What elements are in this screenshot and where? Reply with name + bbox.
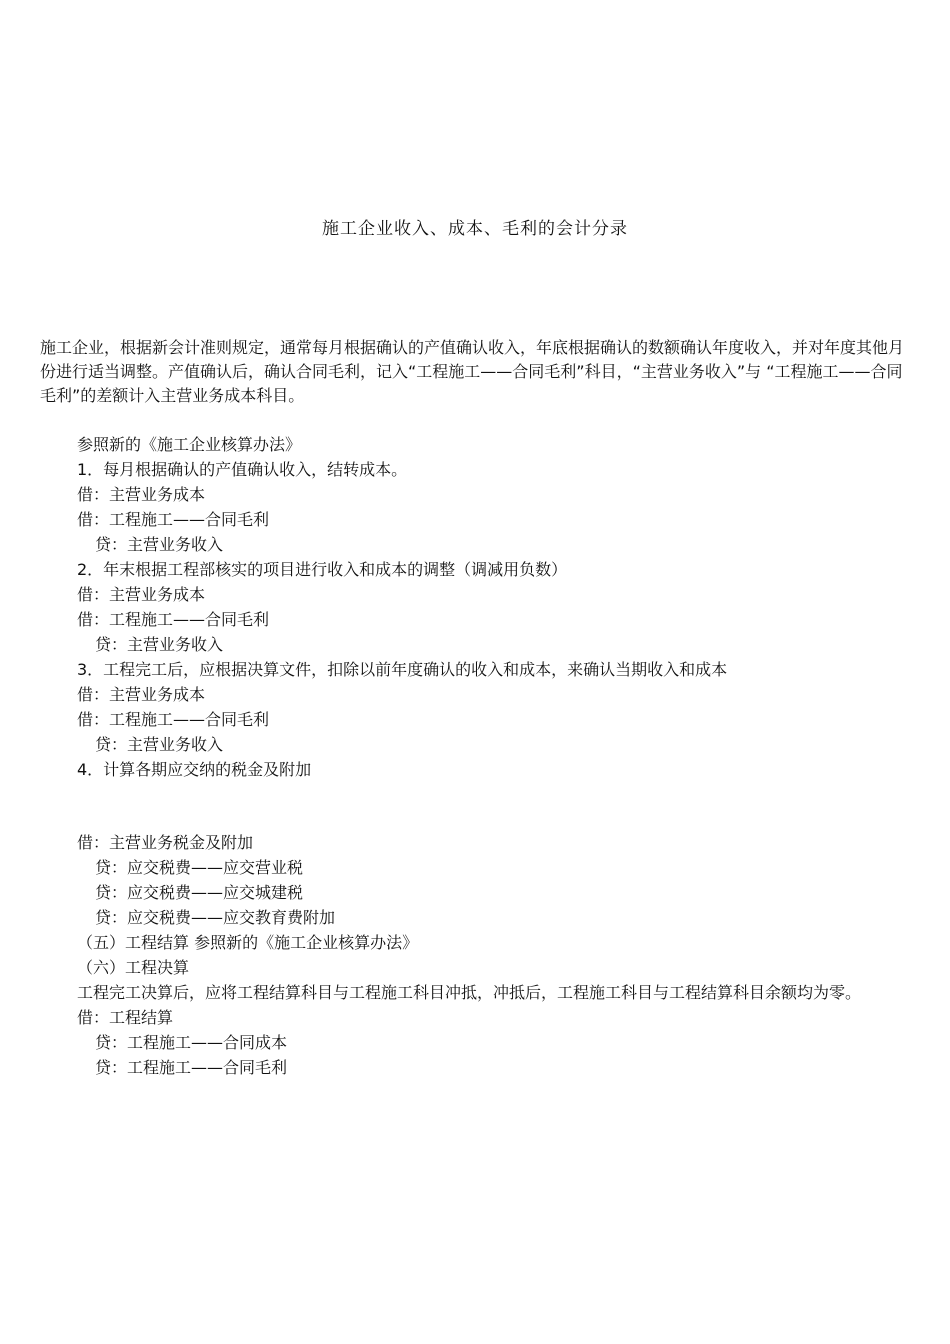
credit-line: 贷：主营业务收入 <box>95 635 224 654</box>
credit-line: 贷：主营业务收入 <box>95 535 224 554</box>
section-4-heading: 4．计算各期应交纳的税金及附加 <box>77 760 312 779</box>
debit-line: 借：工程施工——合同毛利 <box>77 510 270 529</box>
debit-line: 借：主营业务成本 <box>77 585 206 604</box>
reference-line: 参照新的《施工企业核算办法》 <box>77 435 302 454</box>
section-3-heading: 3．工程完工后，应根据决算文件，扣除以前年度确认的收入和成本，来确认当期收入和成本 <box>77 660 728 679</box>
credit-line: 贷：主营业务收入 <box>95 735 224 754</box>
section-6-paragraph: 工程完工决算后，应将工程结算科目与工程施工科目冲抵，冲抵后，工程施工科目与工程结算科目余额均为零。 <box>77 983 862 1002</box>
blank-gap <box>40 782 910 830</box>
debit-line: 借：主营业务成本 <box>77 685 206 704</box>
intro-paragraph: 施工企业，根据新会计准则规定，通常每月根据确认的产值确认收入，年底根据确认的数额确认年度收入，并对年度其他月份进行适当调整。产值确认后，确认合同毛利，记入“工程施工——合同毛利”科目，“主营业务收入”与 “工程施工——合同毛利”的差额计入主营业务成本科目。 <box>40 338 905 405</box>
credit-line: 贷：应交税费——应交教育费附加 <box>95 908 336 927</box>
section-1-heading: 1．每月根据确认的产值确认收入，结转成本。 <box>77 460 408 479</box>
debit-line: 借：工程结算 <box>77 1008 174 1027</box>
section-5-heading: （五）工程结算 参照新的《施工企业核算办法》 <box>77 933 419 952</box>
debit-line: 借：主营业务税金及附加 <box>77 833 254 852</box>
section-2-heading: 2．年末根据工程部核实的项目进行收入和成本的调整（调减用负数） <box>77 560 568 579</box>
section-6-heading: （六）工程决算 <box>77 958 190 977</box>
document-title: 施工企业收入、成本、毛利的会计分录 <box>322 219 628 239</box>
credit-line: 贷：应交税费——应交营业税 <box>95 858 304 877</box>
credit-line: 贷：工程施工——合同成本 <box>95 1033 288 1052</box>
debit-line: 借：主营业务成本 <box>77 485 206 504</box>
credit-line: 贷：应交税费——应交城建税 <box>95 883 304 902</box>
debit-line: 借：工程施工——合同毛利 <box>77 710 270 729</box>
credit-line: 贷：工程施工——合同毛利 <box>95 1058 288 1077</box>
debit-line: 借：工程施工——合同毛利 <box>77 610 270 629</box>
journal-entries <box>40 432 910 1080</box>
